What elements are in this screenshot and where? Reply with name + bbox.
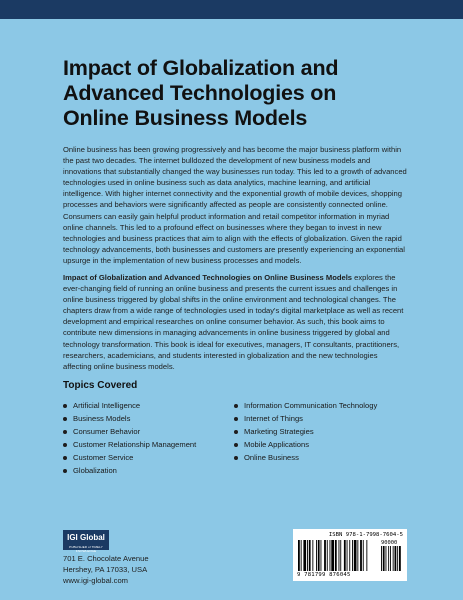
title-line-2: Advanced Technologies on <box>63 81 337 105</box>
topic-item <box>63 451 196 464</box>
address-line: 701 E. Chocolate Avenue <box>63 554 149 563</box>
barcode-bar <box>331 540 334 571</box>
topic-item <box>63 425 196 438</box>
barcode-bar <box>301 540 302 571</box>
barcode-bar <box>366 540 367 571</box>
barcode-bar <box>360 540 362 571</box>
bullet-icon <box>63 430 67 434</box>
topic-item <box>63 464 196 477</box>
bullet-icon <box>234 417 238 421</box>
topic-label: Business Models <box>73 414 131 423</box>
bullet-icon <box>234 430 238 434</box>
barcode-bar <box>340 540 341 571</box>
topics-list-right <box>234 399 377 464</box>
bullet-icon <box>63 404 67 408</box>
topic-label: Artificial Intelligence <box>73 401 141 410</box>
price-code: 90000 <box>381 540 398 546</box>
topic-label: Information Communication Technology <box>244 401 378 410</box>
bullet-icon <box>63 456 67 460</box>
topic-item <box>234 399 377 412</box>
barcode-bar <box>303 540 306 571</box>
barcode-bar <box>390 546 391 571</box>
publisher-logo-name: IGI Global <box>67 533 105 542</box>
topics-heading: Topics Covered <box>63 380 138 391</box>
topic-label: Customer Relationship Management <box>73 440 197 449</box>
isbn-barcode <box>293 529 407 581</box>
bullet-icon <box>63 469 67 473</box>
topic-label: Consumer Behavior <box>73 427 141 436</box>
title-line-1: Impact of Globalization and <box>63 56 339 80</box>
barcode-bar <box>386 546 387 571</box>
barcode-bar <box>309 540 311 571</box>
barcode-bar <box>312 540 313 571</box>
barcode-bar <box>352 540 353 571</box>
barcode-bar <box>321 540 322 571</box>
publisher-website: www.igi-global.com <box>63 576 128 586</box>
book-title-inline: Impact of Globalization and Advanced Technologies on Online Business Models <box>63 273 353 282</box>
barcode-bar <box>339 540 340 571</box>
bullet-icon <box>234 443 238 447</box>
topic-item <box>234 425 377 438</box>
barcode-bar <box>335 540 337 571</box>
topic-item <box>63 412 196 425</box>
barcode-bar <box>357 540 358 571</box>
barcode-bar <box>330 540 331 571</box>
title-line-3: Online Business Models <box>63 106 308 130</box>
paragraph-2-body: explores the ever-changing field of running an online business and presents the current issues and challenges in online business triggered by global shifts in the online environment and technological changes. The chapters draw from a wide range of technologies used in today's digital marketplace as well as recent development and empirical researches on online consumer behavior. As such, this book aims to contribute new dimensions in managing advancements in online business triggered by global and technology transformation. This book is ideal for executives, managers, IT consultants, practitioners, researchers, academicians, and students interested in globalization and the new technologies affecting online business models. <box>63 273 404 371</box>
publisher-logo-tagline: PUBLISHER of TIMELY KNOWLEDGE <box>69 545 103 553</box>
barcode-bar <box>388 546 389 571</box>
barcode-bar <box>349 540 350 571</box>
topics-list-left <box>63 399 196 477</box>
barcode-bar <box>316 540 317 571</box>
description-paragraph-1: Online business has been growing progressively and has become the major business platform within the past two decades. The internet bulldozed the development of new business models and innovations that substantially changed the way businesses run today. This led to a growth of advanced technologies used in online business such as data analytics, machine learning, and artificial intelligence. With higher internet connectivity and the exponential growth of mobile devices, shopping processes and behaviors were significantly affected as people are consistently connected online. Consumers can easily gain helpful product information and retail competitor information in myriad online channels. This led to a profound effect on businesses where they began to invest in new technologies and business practices that aim to align with the effects of globalization. Given the rapid technology advancements, both businesses and customers are presently experiencing an exponential upsurge in the implementation of new business processes and models. <box>63 145 407 265</box>
barcode-bar <box>399 546 401 571</box>
barcode-bar <box>307 540 308 571</box>
publisher-address <box>63 553 149 586</box>
barcode-bar <box>381 546 382 571</box>
publisher-logo <box>63 530 109 553</box>
barcode-bar <box>363 540 364 571</box>
address-line: Hershey, PA 17033, USA <box>63 565 148 575</box>
barcode-bar <box>344 540 346 571</box>
topic-item <box>63 399 196 412</box>
barcode-bar <box>395 546 397 571</box>
barcode-bar <box>397 546 398 571</box>
topic-label: Mobile Applications <box>244 440 310 449</box>
topic-label: Marketing Strategies <box>244 427 314 436</box>
top-color-band <box>0 0 463 19</box>
bullet-icon <box>234 456 238 460</box>
barcode-bar <box>347 540 348 571</box>
topic-item <box>63 438 196 451</box>
bullet-icon <box>63 417 67 421</box>
barcode-bars <box>297 540 403 572</box>
description-paragraph-2 <box>63 272 407 372</box>
topic-label: Online Business <box>244 453 299 462</box>
bullet-icon <box>234 404 238 408</box>
bullet-icon <box>63 443 67 447</box>
topic-label: Customer Service <box>73 453 134 462</box>
topic-item <box>234 451 377 464</box>
barcode-bar <box>318 540 320 571</box>
barcode-bar <box>327 540 328 571</box>
barcode-bar <box>383 546 385 571</box>
topic-item <box>234 438 377 451</box>
barcode-bar <box>298 540 300 571</box>
barcode-number: 9 781799 876045 <box>297 572 351 578</box>
isbn-label: ISBN 978-1-7998-7604-5 <box>328 532 403 538</box>
topic-item <box>234 412 377 425</box>
barcode-bar <box>324 540 326 571</box>
barcode-bar <box>393 546 394 571</box>
book-title <box>63 56 403 131</box>
topic-label: Globalization <box>73 466 117 475</box>
topic-label: Internet of Things <box>244 414 303 423</box>
barcode-bar <box>354 540 357 571</box>
